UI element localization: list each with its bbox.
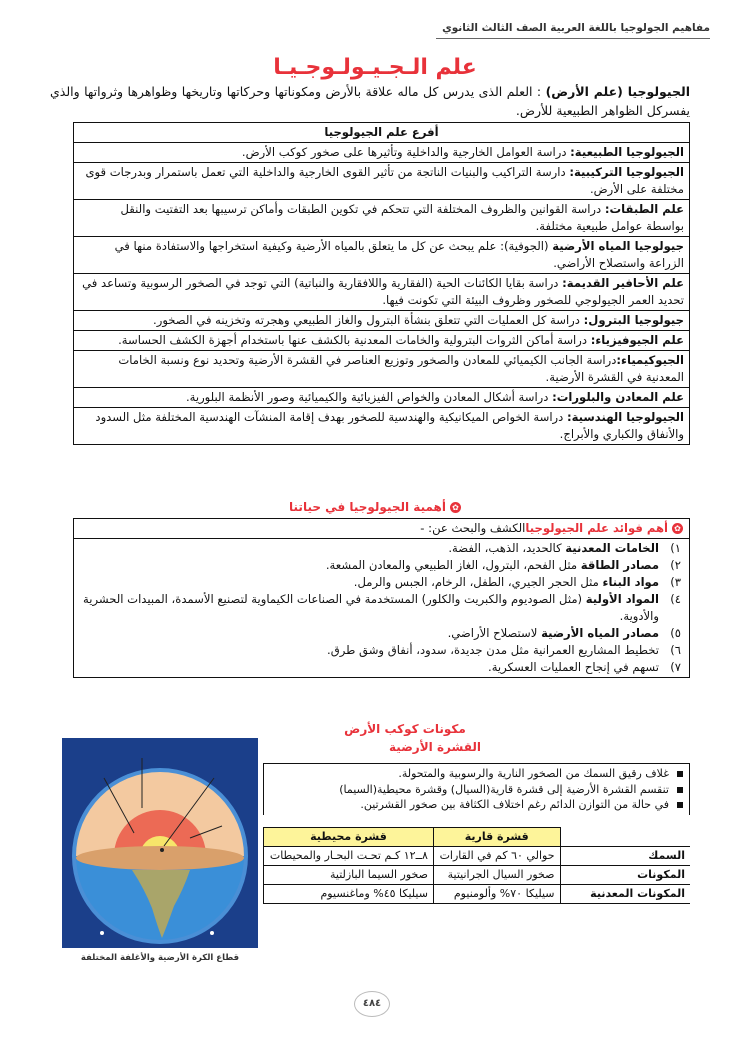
- crust-title: القشرة الأرضية: [389, 740, 481, 754]
- crust-bullets: [263, 763, 690, 815]
- branch-cell: [74, 200, 690, 237]
- benefit-rest: تسهم في إنجاح العمليات العسكرية.: [488, 660, 659, 674]
- branch-name: جيولوجيا البترول:: [583, 313, 684, 327]
- importance-title: [0, 500, 750, 514]
- page-title: علم الـجـيـولـوجـيـا: [273, 55, 477, 80]
- crust-row: [264, 885, 691, 904]
- crust-header-blank: [560, 828, 690, 847]
- branch-cell: [74, 351, 690, 388]
- crust-row: [264, 847, 691, 866]
- cut-surface: [76, 846, 244, 870]
- figure-caption: قطاع الكرة الأرضية والأغلفة المختلفة: [80, 953, 240, 963]
- branch-name: جيولوجيا المياه الأرضية: [552, 239, 684, 253]
- crust-header-cell: قشرة محيطية: [264, 828, 434, 847]
- benefit-bold: الخامات المعدنية: [565, 541, 659, 555]
- branch-row: [74, 408, 690, 445]
- benefit-text: [80, 591, 659, 625]
- crust-row-label: السمك: [560, 847, 690, 866]
- benefits-lead-red: أهم فوائد علم الجيولوجيا: [525, 521, 668, 535]
- crust-bullet-text: غلاف رقيق السمك من الصخور النارية والرسوبية والمتحولة.: [398, 767, 669, 780]
- crust-bullet: [270, 797, 683, 813]
- benefit-text: [448, 625, 659, 642]
- benefit-number: ٦): [670, 643, 681, 657]
- branch-description: دراسة الجانب الكيميائي للمعادن والصخور وتوزيع العناصر في القشرة الأرضية وتحديد نوع ونسبة الخامات المعدنية في القشرة الأرضية.: [118, 353, 684, 384]
- benefit-number: ١): [670, 541, 681, 555]
- benefits-lead: [74, 519, 690, 539]
- branch-row: [74, 200, 690, 237]
- branch-description: دراسة القوانين والظروف المختلفة التي تتحكم في تكوين الطبقات وأماكن ترسيبها بعد التفتيت والنقل بواسطة عوامل طبيعية مختلفة.: [120, 202, 684, 233]
- crust-row-label: المكونات المعدنية: [560, 885, 690, 904]
- branch-row: [74, 311, 690, 331]
- crust-cell: سيليكا ٤٥% وماغنسيوم: [264, 885, 434, 904]
- crust-header-row: [264, 828, 691, 847]
- branch-cell: [74, 331, 690, 351]
- crust-cell: صخور السيما البازلتية: [264, 866, 434, 885]
- branch-row: [74, 388, 690, 408]
- running-header: مفاهيم الجولوجيا باللغة العربية الصف الثالث الثانوي: [436, 22, 710, 39]
- benefit-bold: مصادر الطاقة: [580, 558, 659, 572]
- benefit-bold: مواد البناء: [602, 575, 659, 589]
- benefits-lead-rest: الكشف والبحث عن: -: [420, 521, 526, 535]
- branch-cell: [74, 408, 690, 445]
- benefit-item: [80, 659, 681, 676]
- benefit-item: [80, 625, 681, 642]
- benefit-number: ٥): [670, 626, 681, 640]
- branch-row: [74, 163, 690, 200]
- branch-cell: [74, 388, 690, 408]
- branch-row: [74, 331, 690, 351]
- benefits-list-cell: [74, 539, 690, 678]
- square-bullet-icon: [677, 802, 683, 808]
- crust-cell: صخور السيال الجرانيتية: [433, 866, 560, 885]
- branch-row: [74, 274, 690, 311]
- crust-cell: ٨ــ١٢ كـم تحـت البحـار والمحيطات: [264, 847, 434, 866]
- branch-name: الجيوكيمياء:: [616, 353, 684, 367]
- benefit-item: [80, 540, 681, 557]
- benefit-rest: لاستصلاح الأراضي.: [447, 626, 542, 640]
- crust-row-label: المكونات: [560, 866, 690, 885]
- benefit-bold: مصادر المياه الأرضية: [541, 626, 659, 640]
- branch-cell: [74, 143, 690, 163]
- branch-description: دارسة التراكيب والبنيات الناتجة من تأثير القوى الخارجية والداخلية التي تعمل باستمرار وبدرجات قوى مختلفة على الأرض.: [85, 165, 684, 196]
- branch-name: الجيولوجيا الطبيعية:: [570, 145, 684, 159]
- branch-description: دراسة الخواص الميكانيكية والهندسية للصخور بهدف إقامة المنشآت الهندسية المختلفة مثل السدود والأنفاق والكباري والأبراج.: [95, 410, 684, 441]
- branch-name: علم المعادن والبلورات:: [552, 390, 684, 404]
- crust-header-cell: قشرة قارية: [433, 828, 560, 847]
- benefit-item: [80, 557, 681, 574]
- earth-cross-section-figure: [62, 738, 258, 948]
- branch-cell: [74, 237, 690, 274]
- intro-definition: العلم الذى يدرس كل ماله علاقة بالأرض ومكوناتها وحركاتها وتاريخها وظواهرها وثرواتها والذي يفسركل الظواهر الطبيعية للأرض.: [50, 84, 690, 118]
- crust-cell: حوالي ٦٠ كم في القارات: [433, 847, 560, 866]
- benefit-rest: كالحديد، الذهب، الفضة.: [448, 541, 566, 555]
- branch-description: دراسة كل العمليات التي تتعلق بنشأة البترول والغاز الطبيعي وهجرته وتخزينه في الصخور.: [153, 313, 584, 327]
- branch-description: دراسة أماكن الثروات البترولية والخامات المعدنية بالكشف عنها باستخدام أجهزة الكشف الحساسة.: [118, 333, 591, 347]
- benefits-table: [73, 518, 690, 678]
- benefit-rest: مثل الفحم، البترول، الغاز الطبيعي والمعادن المشعة.: [325, 558, 581, 572]
- branch-description: دراسة أشكال المعادن والخواص الفيزيائية والكيميائية وصور الأنظمة البلورية.: [185, 390, 553, 404]
- benefit-item: [80, 591, 681, 625]
- intro-term: الجيولوجيا (علم الأرض): [545, 84, 690, 99]
- branch-description: دراسة العوامل الخارجية والداخلية وتأثيرها على صخور كوكب الأرض.: [241, 145, 571, 159]
- benefit-rest: (مثل الصوديوم والكبريت والكلور) المستخدمة في الصناعات الكيماوية لتصنيع الأسمدة، المبيدات الحشرية والأدوية.: [83, 592, 659, 623]
- branch-name: علم الطبقات:: [604, 202, 684, 216]
- branch-cell: [74, 311, 690, 331]
- importance-title-text: أهمية الجيولوجيا في حياتنا: [289, 500, 446, 514]
- branch-cell: [74, 274, 690, 311]
- crust-bullet-text: تنقسم القشرة الأرضية إلى قشرة قارية(السيال) وقشرة محيطية(السيما): [339, 782, 669, 796]
- benefit-rest: تخطيط المشاريع العمرانية مثل مدن جديدة، سدود، أنفاق وشق طرق.: [327, 643, 659, 657]
- benefit-number: ٣): [670, 575, 681, 589]
- branches-table: [73, 122, 690, 445]
- crust-comparison-table: [263, 827, 690, 904]
- crust-row: [264, 866, 691, 885]
- flower-bullet-icon: ✿: [672, 523, 683, 534]
- branch-row: [74, 237, 690, 274]
- benefit-bold: المواد الأولية: [585, 592, 659, 606]
- branch-description: دراسة بقايا الكائنات الحية (الفقارية واللافقارية والنباتية) التي توجد في الصخور الرسوبية وتساعد في تحديد العمر الجيولوجي للصخور وظروف البيئة التي تكونت فيها.: [82, 276, 684, 307]
- benefit-number: ٧): [670, 660, 681, 674]
- benefit-text: [326, 557, 659, 574]
- crust-cell: سيليكا ٧٠% وألومنيوم: [433, 885, 560, 904]
- square-bullet-icon: [677, 771, 683, 777]
- benefit-item: [80, 642, 681, 659]
- branch-name: الجيولوجيا التركيبية:: [569, 165, 684, 179]
- branch-description: (الجوفية): علم يبحث عن كل ما يتعلق بالمياه الأرضية وكيفية استخراجها والاستفادة منها في الزراعة واستصلاح الأراضي.: [114, 239, 684, 270]
- intro-paragraph: [50, 82, 690, 120]
- benefits-list: [80, 540, 683, 676]
- components-title: مكونات كوكب الأرض: [344, 722, 466, 736]
- square-bullet-icon: [677, 787, 683, 793]
- branch-name: الجيولوجيا الهندسية:: [567, 410, 684, 424]
- crust-bullet: [270, 766, 683, 782]
- branch-name: علم الجيوفيزياء:: [590, 333, 684, 347]
- benefit-text: [354, 574, 659, 591]
- intro-separator: :: [532, 84, 546, 99]
- benefit-number: ٤): [670, 592, 681, 606]
- benefit-text: [488, 659, 659, 676]
- page-number: ٤٨٤: [354, 991, 390, 1017]
- benefit-rest: مثل الحجر الجيري، الطفل، الرخام، الجبس والرمل.: [353, 575, 603, 589]
- benefit-text: [327, 642, 659, 659]
- branches-heading: أفرع علم الجيولوجيا: [74, 123, 690, 143]
- crust-bullet: [270, 782, 683, 798]
- benefit-item: [80, 574, 681, 591]
- flower-bullet-icon: ✿: [450, 502, 461, 513]
- benefit-text: [448, 540, 659, 557]
- branch-cell: [74, 163, 690, 200]
- branch-name: علم الأحافير القديمة:: [562, 276, 684, 290]
- crust-bullet-text: في حالة من التوازن الدائم رغم اختلاف الكثافة بين صخور القشرتين.: [360, 798, 669, 811]
- benefit-number: ٢): [670, 558, 681, 572]
- branch-row: [74, 143, 690, 163]
- branch-row: [74, 351, 690, 388]
